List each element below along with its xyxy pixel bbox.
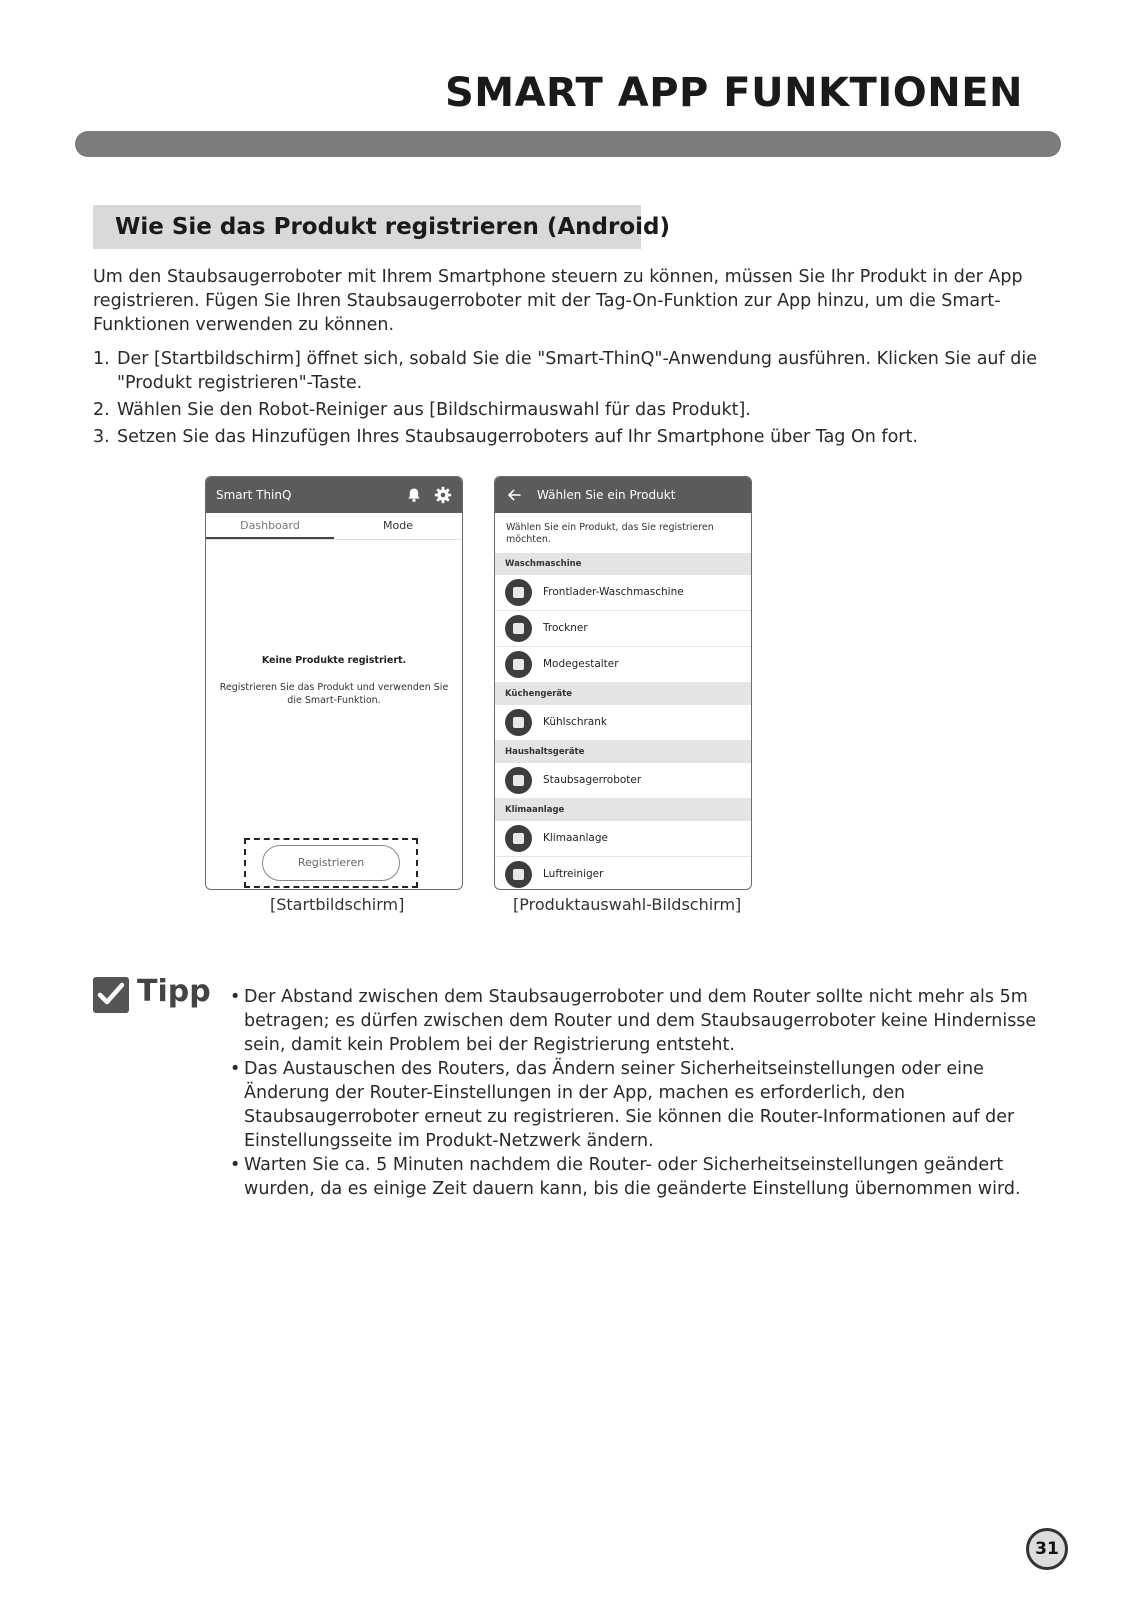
category-header: Klimaanlage [495, 799, 751, 821]
step-number: 1. [93, 349, 110, 369]
step-text: Setzen Sie das Hinzufügen Ihres Staubsaugerroboters auf Ihr Smartphone über Tag On fort. [117, 427, 918, 447]
step-text: Wählen Sie den Robot-Reiniger aus [Bildschirmauswahl für das Produkt]. [117, 400, 751, 420]
product-instruction: Wählen Sie ein Produkt, das Sie registrieren möchten. [506, 522, 714, 545]
product-item-label: Luftreiniger [543, 868, 604, 880]
gear-icon[interactable] [434, 486, 452, 504]
product-item[interactable] [495, 647, 751, 683]
tab-mode[interactable]: Mode [383, 519, 413, 532]
home-app-title: Smart ThinQ [216, 488, 292, 502]
product-item-label: Staubsagerroboter [543, 774, 642, 786]
product-app-title: Wählen Sie ein Produkt [537, 488, 676, 502]
robot-vacuum-icon [505, 767, 532, 794]
product-item-label: Trockner [543, 622, 588, 634]
product-item[interactable] [495, 611, 751, 647]
step-item [93, 425, 1053, 449]
intro-paragraph: Um den Staubsaugerroboter mit Ihrem Smartphone steuern zu können, müssen Sie Ihr Produkt in der App registrieren. Fügen Sie Ihren Staubsaugerroboter mit der Tag-On-Funktion zur App hinzu, um die Smart-Funktionen verwenden zu können. [93, 267, 1023, 335]
check-box-icon [93, 977, 129, 1013]
home-app-bar [206, 477, 462, 513]
tips-list [230, 985, 1050, 1201]
tip-item: • Warten Sie ca. 5 Minuten nachdem die Router- oder Sicherheitseinstellungen geändert wurden, da es einige Zeit dauern kann, bis die geänderte Einstellung übernommen wird. [230, 1153, 1050, 1201]
category-header: Haushaltsgeräte [495, 741, 751, 763]
product-item[interactable] [495, 705, 751, 741]
product-item[interactable] [495, 857, 751, 890]
bell-icon[interactable] [406, 487, 422, 503]
section-heading-box [93, 205, 671, 249]
back-arrow-icon[interactable] [505, 486, 523, 504]
tip-item: • Der Abstand zwischen dem Staubsaugerroboter und dem Router sollte nicht mehr als 5m betragen; es dürfen zwischen dem Router und dem Staubsaugerroboter keine Hindernisse sein, damit kein Problem bei der Registrierung entsteht. [230, 985, 1050, 1057]
step-item [93, 398, 1053, 422]
product-item[interactable] [495, 575, 751, 611]
category-header: Waschmaschine [495, 553, 751, 575]
washer-icon [505, 579, 532, 606]
home-screen-caption: [Startbildschirm] [270, 895, 405, 914]
product-app-bar [495, 477, 751, 513]
product-item[interactable] [495, 763, 751, 799]
step-number: 2. [93, 400, 110, 420]
home-screen-mockup [205, 476, 463, 890]
product-item-label: Frontlader-Waschmaschine [543, 586, 684, 598]
page-title: SMART APP FUNKTIONEN [444, 70, 1023, 116]
step-number: 3. [93, 427, 110, 447]
tip-item: • Das Austauschen des Routers, das Ändern seiner Sicherheitseinstellungen oder eine Änderung der Router-Einstellungen in der App, machen es erforderlich, den Staubsaugerroboter erneut zu registrieren. Sie können die Router-Informationen auf der Einstellungsseite im Produkt-Netzwerk ändern. [230, 1057, 1050, 1153]
product-screen-caption: [Produktauswahl-Bildschirm] [513, 895, 742, 914]
page-number: 31 [1026, 1528, 1068, 1570]
dryer-icon [505, 615, 532, 642]
home-tabs [206, 513, 462, 540]
product-select-mockup [494, 476, 752, 890]
product-item-label: Klimaanlage [543, 832, 608, 844]
product-item-label: Modegestalter [543, 658, 619, 670]
tipp-label: Tipp [137, 974, 211, 1009]
step-item [93, 347, 1053, 395]
category-header: Küchengeräte [495, 683, 751, 705]
section-heading: Wie Sie das Produkt registrieren (Android) [115, 214, 671, 240]
product-item-label: Kühlschrank [543, 716, 607, 728]
tab-dashboard[interactable]: Dashboard [206, 513, 334, 539]
empty-state-title: Keine Produkte registriert. [261, 655, 407, 666]
air-conditioner-icon [505, 825, 532, 852]
empty-state-text: Registrieren Sie das Produkt und verwenden Sie die Smart-Funktion. [219, 682, 449, 706]
air-purifier-icon [505, 861, 532, 888]
title-bar [75, 131, 1061, 157]
step-text: Der [Startbildschirm] öffnet sich, sobald Sie die "Smart-ThinQ"-Anwendung ausführen. Klicken Sie auf die "Produkt registrieren"-Taste. [117, 349, 1037, 393]
fridge-icon [505, 709, 532, 736]
steps-list [93, 347, 1053, 452]
styler-icon [505, 651, 532, 678]
product-item[interactable] [495, 821, 751, 857]
register-button[interactable]: Registrieren [262, 845, 400, 881]
